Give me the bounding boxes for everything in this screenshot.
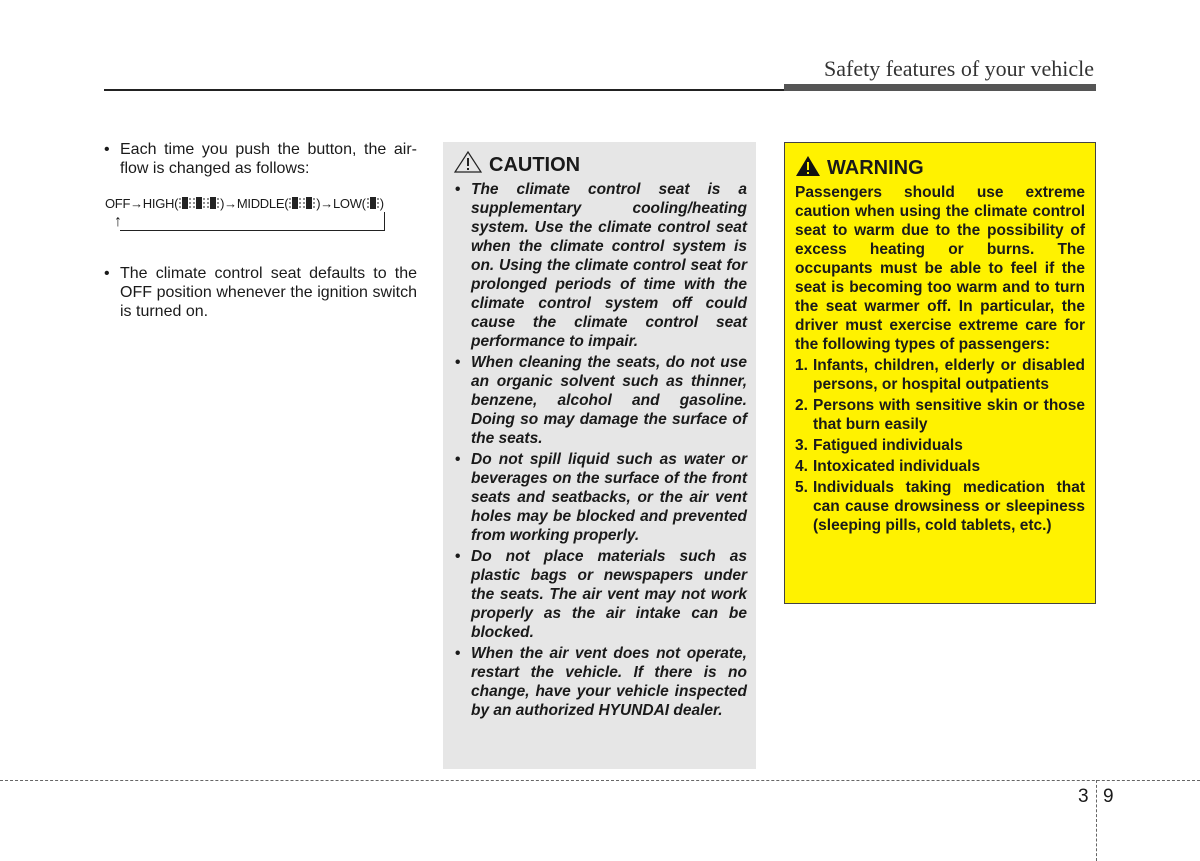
warning-title: WARNING <box>827 156 924 179</box>
arrow-2: → <box>224 196 237 211</box>
close-paren: ) <box>220 196 225 211</box>
warning-item <box>795 356 1085 394</box>
caution-item: • Do not place materials such as plastic bags or newspapers under the seats. The air vent may not work properly as the air intake can be blocked. <box>453 547 747 642</box>
footer-dashed-rule <box>0 780 1200 781</box>
arrow-1: → <box>130 196 143 211</box>
warning-item <box>795 457 1085 476</box>
seat-heat-icon <box>179 196 191 215</box>
close-paren: ) <box>379 196 384 211</box>
low-label: LOW( <box>332 196 366 211</box>
seat-heat-icon <box>193 196 205 215</box>
loop-return-line <box>120 230 384 231</box>
loop-right-line <box>384 212 385 231</box>
warning-item-number: 1. <box>795 357 808 374</box>
warning-item <box>795 396 1085 434</box>
caution-item: • When the air vent does not operate, restart the vehicle. If there is no change, have your vehicle inspected by an authorized HYUNDAI dealer. <box>453 644 747 720</box>
airflow-bullet: • Each time you push the button, the air-flow is changed as follows: <box>104 140 417 178</box>
seat-heat-icon <box>207 196 219 215</box>
loop-up-arrow-icon: ↑ <box>114 213 122 230</box>
page-header-title: Safety features of your vehicle <box>824 56 1094 81</box>
warning-item <box>795 478 1085 535</box>
caution-triangle-icon <box>453 150 489 180</box>
airflow-sequence <box>105 194 384 215</box>
warning-item-number: 3. <box>795 437 808 454</box>
caution-item: • When cleaning the seats, do not use an organic solvent such as thinner, benzene, alcohol and gasoline. Doing so may damage the surface of the seats. <box>453 353 747 448</box>
default-off-bullet: • The climate control seat defaults to the OFF position whenever the ignition switch is turned on. <box>104 264 417 321</box>
caution-title: CAUTION <box>489 153 581 176</box>
close-paren: ) <box>316 196 321 211</box>
high-label: HIGH( <box>142 196 179 211</box>
chapter-number: 3 <box>1078 786 1089 807</box>
warning-item-text: Intoxicated individuals <box>813 458 981 475</box>
caution-box <box>443 142 756 769</box>
warning-item-number: 4. <box>795 458 808 475</box>
off-label: OFF <box>105 196 131 211</box>
footer-dashed-divider <box>1096 780 1097 861</box>
caution-item: • Do not spill liquid such as water or beverages on the surface of the front seats and seatbacks, or the air vent holes may be blocked and prevented from working properly. <box>453 450 747 545</box>
left-column <box>104 140 417 321</box>
airflow-sequence-diagram <box>104 192 417 244</box>
warning-item-text: Infants, children, elderly or disabled persons, or hospital outpatients <box>813 357 1085 393</box>
page-number: 9 <box>1103 786 1114 807</box>
warning-item-number: 5. <box>795 479 808 496</box>
warning-item-text: Persons with sensitive skin or those that burn easily <box>813 397 1085 433</box>
header-rule-thin <box>104 89 784 91</box>
caution-item: • The climate control seat is a supplementary cooling/heating system. Use the climate control seat when the climate control system is on. Using the climate control seat for prolonged periods of time with the climate control system off could cause the climate control seat performance to impair. <box>453 180 747 351</box>
arrow-3: → <box>320 196 333 211</box>
middle-label: MIDDLE( <box>236 196 289 211</box>
warning-triangle-icon <box>795 155 827 181</box>
warning-body: Passengers should use extreme caution when using the climate control seat to warm due to the possibility of excess heating or burns. The occupants must be able to feel if the seat is becoming too warm and to turn the seat warmer off. In particular, the driver must exercise extreme care for the following types of passengers: <box>795 184 1085 353</box>
warning-item-text: Individuals taking medication that can cause drowsiness or sleepiness (sleeping pills, cold tablets, etc.) <box>813 479 1085 534</box>
caution-list <box>453 180 747 720</box>
warning-item <box>795 436 1085 455</box>
warning-item-text: Fatigued individuals <box>813 437 963 454</box>
header-rule-thick <box>784 84 1096 91</box>
seat-heat-icon <box>303 196 315 215</box>
seat-heat-icon <box>367 196 379 215</box>
caution-heading <box>453 152 747 178</box>
warning-item-number: 2. <box>795 397 808 414</box>
warning-heading <box>795 155 1085 181</box>
warning-box <box>784 142 1096 604</box>
warning-list <box>795 356 1085 535</box>
seat-heat-icon <box>289 196 301 215</box>
